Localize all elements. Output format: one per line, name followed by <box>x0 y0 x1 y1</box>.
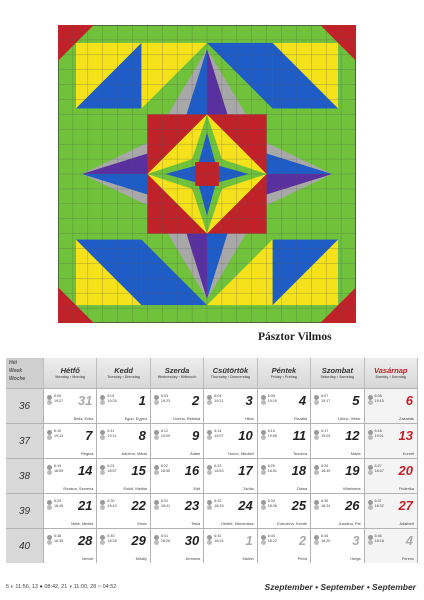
sunset-time: 19:17 <box>321 399 331 403</box>
name-day: Kornél <box>402 451 414 456</box>
sunset-time: 18:41 <box>160 504 171 508</box>
day-number: 24 <box>238 498 253 513</box>
sunset-time: 18:30 <box>54 539 64 543</box>
sunset-time: 18:22 <box>267 539 277 543</box>
mandala-drawing <box>58 25 356 323</box>
sunset-time: 18:49 <box>321 469 331 473</box>
name-day: Eufrozina, Kende <box>277 521 308 526</box>
week-number: 38 <box>6 458 44 493</box>
sunrise-time: 6:38 <box>54 534 62 538</box>
week-row <box>6 528 418 563</box>
sunset-icon <box>100 400 105 405</box>
name-day: Hunor, Nikolett <box>228 451 254 456</box>
day-cell[interactable] <box>311 423 364 458</box>
name-day: Edit <box>193 486 201 491</box>
day-number: 7 <box>85 428 93 443</box>
sunset-icon <box>207 540 212 545</box>
sunrise-time: 6:30 <box>107 499 115 503</box>
day-number: 10 <box>238 428 253 443</box>
day-cell[interactable] <box>151 528 204 563</box>
day-number: 4 <box>405 533 413 548</box>
sunset-icon <box>314 470 319 475</box>
week-label-de: Woche <box>9 376 26 382</box>
name-day: Malvin <box>242 556 254 561</box>
sunset-icon <box>368 400 373 405</box>
name-day: Zsófia <box>243 486 254 491</box>
calendar-grid <box>6 358 418 563</box>
week-number: 37 <box>6 423 44 458</box>
day-number: 22 <box>131 498 146 513</box>
sunset-time: 18:34 <box>321 504 331 508</box>
day-number: 1 <box>245 533 253 548</box>
sunrise-time: 6:17 <box>321 429 329 433</box>
day-number: 15 <box>131 463 146 478</box>
day-cell[interactable] <box>44 458 97 493</box>
sunset-icon <box>207 435 212 440</box>
sunset-time: 19:23 <box>160 399 171 403</box>
day-number: 27 <box>398 498 413 513</box>
day-number: 17 <box>238 463 253 478</box>
sunset-icon <box>154 505 159 510</box>
sunset-icon <box>100 540 105 545</box>
sunset-time: 18:24 <box>214 539 224 543</box>
day-cell[interactable] <box>151 423 204 458</box>
sunset-time: 19:11 <box>107 434 117 438</box>
name-day: Jusztina, Pál <box>338 521 361 526</box>
day-header-tuesday: Kedd Tuesday • Dienstag <box>97 358 150 388</box>
sunset-time: 18:28 <box>107 539 117 543</box>
name-day: Hilda <box>244 416 254 421</box>
sunset-icon <box>207 400 212 405</box>
name-day: Móric <box>137 521 147 526</box>
sunset-icon <box>314 435 319 440</box>
sunset-time: 19:03 <box>321 434 331 438</box>
day-number: 20 <box>398 463 413 478</box>
day-cell[interactable] <box>44 528 97 563</box>
sunset-icon <box>207 505 212 510</box>
day-cell[interactable] <box>258 493 311 528</box>
sunset-time: 18:53 <box>214 469 224 473</box>
day-cell[interactable] <box>44 493 97 528</box>
sunrise-time: 6:18 <box>374 429 382 433</box>
day-cell[interactable] <box>365 458 418 493</box>
day-number: 5 <box>352 393 360 408</box>
name-day: Egon, Egyed <box>124 416 147 421</box>
sunrise-time: 6:15 <box>267 429 275 433</box>
sunset-icon <box>368 540 373 545</box>
day-cell[interactable] <box>365 493 418 528</box>
day-cell[interactable] <box>97 493 150 528</box>
day-number: 25 <box>291 498 307 513</box>
sunset-icon <box>368 435 373 440</box>
week-number: 40 <box>6 528 44 563</box>
sunset-icon <box>47 505 52 510</box>
day-cell[interactable] <box>204 388 257 423</box>
day-cell[interactable] <box>97 458 150 493</box>
day-cell[interactable] <box>151 388 204 423</box>
week-number: 39 <box>6 493 44 528</box>
day-header-sunday: Vasárnap Sunday • Sonntag <box>365 358 418 388</box>
day-cell[interactable] <box>311 528 364 563</box>
sunrise-time: 6:10 <box>54 429 62 433</box>
name-day: Vencel <box>81 556 94 561</box>
sunset-time: 19:27 <box>54 399 64 403</box>
sunset-icon <box>154 435 159 440</box>
sunset-icon <box>100 505 105 510</box>
sunrise-time: 6:46 <box>374 534 382 538</box>
name-day: Helga <box>350 556 361 561</box>
sunrise-time: 6:14 <box>214 429 222 433</box>
name-day: Roxána, Szeréna <box>63 486 94 491</box>
sunset-time: 19:13 <box>54 434 64 438</box>
sunrise-time: 6:33 <box>214 499 222 503</box>
day-number: 3 <box>245 393 253 408</box>
day-header-saturday: Szombat Saturday • Samstag <box>311 358 364 388</box>
sunrise-time: 6:19 <box>54 464 62 468</box>
sunrise-time: 6:01 <box>107 394 115 398</box>
name-day: Mária <box>350 451 361 456</box>
sunrise-time: 6:36 <box>321 499 329 503</box>
day-cell[interactable] <box>365 423 418 458</box>
sunrise-time: 6:08 <box>374 394 382 398</box>
sunrise-time: 6:37 <box>374 499 382 503</box>
sunrise-time: 6:45 <box>321 534 329 538</box>
sunrise-time: 6:22 <box>160 464 169 468</box>
sunset-icon <box>47 540 52 545</box>
sunrise-time: 6:12 <box>160 429 169 433</box>
name-day: Mihály <box>135 556 147 561</box>
day-cell[interactable] <box>258 388 311 423</box>
sunset-icon <box>47 470 52 475</box>
day-number: 21 <box>77 498 93 513</box>
day-number: 3 <box>352 533 360 548</box>
name-day: Gellért, Mercédesz <box>221 521 254 526</box>
day-number: 16 <box>184 463 200 478</box>
sunset-icon <box>261 505 266 510</box>
sunset-time: 19:21 <box>214 399 224 403</box>
day-number: 6 <box>405 393 413 408</box>
name-day: Máté, Mirella <box>71 521 94 526</box>
week-label-hu: Hét <box>9 360 18 366</box>
sunrise-time: 6:41 <box>160 534 169 538</box>
sunset-icon <box>261 540 266 545</box>
sunrise-time: 6:06 <box>267 394 275 398</box>
day-number: 1 <box>138 393 146 408</box>
day-header-monday: Hétfő Monday • Montag <box>44 358 97 388</box>
name-day: Lőrinc, Viktor <box>337 416 361 421</box>
day-cell[interactable] <box>97 423 150 458</box>
sunrise-time: 6:42 <box>214 534 222 538</box>
sunrise-time: 6:00 <box>54 394 62 398</box>
sunset-icon <box>314 505 319 510</box>
sunset-time: 18:39 <box>214 504 224 508</box>
sunset-time: 18:55 <box>160 469 171 473</box>
sunset-icon <box>314 400 319 405</box>
sunset-time: 19:01 <box>374 434 384 438</box>
sunrise-time: 6:31 <box>160 499 169 503</box>
sunset-icon <box>368 505 373 510</box>
sunset-time: 18:32 <box>374 504 384 508</box>
day-cell[interactable] <box>204 423 257 458</box>
sunrise-time: 6:26 <box>321 464 329 468</box>
calendar-footer <box>6 582 418 594</box>
name-day: Adrienn, Mária <box>121 451 147 456</box>
sunset-time: 18:59 <box>54 469 64 473</box>
name-day: Tekla <box>191 521 201 526</box>
sunrise-time: 6:34 <box>267 499 275 503</box>
day-number: 8 <box>138 428 146 443</box>
name-day: Dorina, Rebeka <box>173 416 201 421</box>
name-day: Vilhelmina <box>342 486 361 491</box>
sunrise-time: 6:40 <box>107 534 115 538</box>
sunset-time: 19:19 <box>267 399 277 403</box>
day-number: 26 <box>345 498 360 513</box>
day-number: 14 <box>77 463 93 478</box>
sunrise-time: 6:27 <box>374 464 382 468</box>
sunset-time: 19:25 <box>107 399 117 403</box>
day-number: 2 <box>298 533 307 548</box>
day-number: 23 <box>184 498 200 513</box>
week-row <box>6 388 418 423</box>
day-cell[interactable] <box>97 528 150 563</box>
day-cell[interactable] <box>151 458 204 493</box>
name-day: Rozália <box>294 416 308 421</box>
day-number: 29 <box>131 533 146 548</box>
day-number: 18 <box>291 463 307 478</box>
sunset-time: 19:09 <box>160 434 171 438</box>
day-number: 28 <box>77 533 93 548</box>
artist-name: Pásztor Vilmos <box>258 331 332 343</box>
moon-phases: 5 ◐ 11:56, 13 ● 08:42, 21 ◑ 11:00, 28 ○ 04:52 <box>6 584 117 590</box>
day-cell[interactable] <box>204 493 257 528</box>
sunrise-time: 6:44 <box>267 534 275 538</box>
day-header-thursday: Csütörtök Thursday • Donnerstag <box>204 358 257 388</box>
name-day: Bella, Erika <box>73 416 94 421</box>
day-number: 31 <box>77 393 93 408</box>
week-row <box>6 493 418 528</box>
day-cell[interactable] <box>258 423 311 458</box>
sunset-icon <box>154 400 159 405</box>
day-number: 12 <box>345 428 360 443</box>
name-day: Ferenc <box>401 556 414 561</box>
sunset-icon <box>154 470 159 475</box>
day-cell[interactable] <box>365 528 418 563</box>
sunset-time: 19:05 <box>267 434 277 438</box>
sunset-icon <box>314 540 319 545</box>
sunset-time: 18:43 <box>107 504 117 508</box>
sunset-icon <box>154 540 159 545</box>
day-cell[interactable] <box>151 493 204 528</box>
sunset-icon <box>100 435 105 440</box>
sunset-icon <box>261 470 266 475</box>
day-number: 9 <box>192 428 200 443</box>
sunset-time: 19:07 <box>214 434 224 438</box>
sunset-time: 18:51 <box>267 469 277 473</box>
day-cell[interactable] <box>311 493 364 528</box>
day-number: 4 <box>298 393 307 408</box>
sunset-time: 18:18 <box>374 539 384 543</box>
day-number: 30 <box>184 533 200 548</box>
sunset-icon <box>100 470 105 475</box>
day-number: 2 <box>192 393 200 408</box>
day-cell[interactable] <box>204 528 257 563</box>
name-day: Ádám <box>190 451 201 456</box>
day-cell[interactable] <box>258 528 311 563</box>
day-header-wednesday: Szerda Wednesday • Mittwoch <box>151 358 204 388</box>
day-cell[interactable] <box>365 388 418 423</box>
day-cell[interactable] <box>311 388 364 423</box>
week-row <box>6 458 418 493</box>
sunset-time: 18:57 <box>107 469 117 473</box>
month-title: Szeptember • September • September <box>264 582 416 592</box>
day-cell[interactable] <box>44 423 97 458</box>
sunrise-time: 6:25 <box>267 464 275 468</box>
sunset-icon <box>47 435 52 440</box>
sunset-time: 18:36 <box>267 504 277 508</box>
sunset-time: 18:45 <box>54 504 64 508</box>
name-day: Teodóra <box>293 451 308 456</box>
day-cell[interactable] <box>311 458 364 493</box>
name-day: Jeromos <box>185 556 201 561</box>
sunrise-time: 6:03 <box>160 394 169 398</box>
week-label-en: Week <box>9 368 22 374</box>
day-number: 13 <box>398 428 413 443</box>
day-header-friday: Péntek Friday • Freitag <box>258 358 311 388</box>
sunrise-time: 6:23 <box>214 464 222 468</box>
sunrise-time: 6:29 <box>54 499 62 503</box>
name-day: Friderika <box>398 486 414 491</box>
sunrise-time: 6:21 <box>107 464 115 468</box>
name-day: Petra <box>297 556 308 561</box>
sunset-icon <box>261 400 266 405</box>
sunrise-time: 6:07 <box>321 394 329 398</box>
name-day: Enikő, Melitta <box>123 486 147 491</box>
calendar-header-row <box>6 358 418 388</box>
day-cell[interactable] <box>44 388 97 423</box>
sunset-time: 18:47 <box>374 469 384 473</box>
sunset-time: 19:15 <box>374 399 384 403</box>
sunrise-time: 6:04 <box>214 394 222 398</box>
name-day: Regina <box>81 451 94 456</box>
week-number: 36 <box>6 388 44 423</box>
sunset-time: 18:26 <box>160 539 171 543</box>
name-day: Diána <box>296 486 308 491</box>
day-cell[interactable] <box>204 458 257 493</box>
day-cell[interactable] <box>97 388 150 423</box>
calendar-weeks <box>6 388 418 563</box>
sunset-icon <box>207 470 212 475</box>
mandala-artwork <box>58 25 356 323</box>
name-day: Zakariás <box>399 416 414 421</box>
week-column-header <box>6 358 44 388</box>
day-number: 11 <box>292 428 307 443</box>
calendar-table <box>6 358 418 563</box>
name-day: Adalbert <box>399 521 414 526</box>
sunrise-time: 6:11 <box>107 429 115 433</box>
week-row <box>6 423 418 458</box>
sunset-icon <box>261 435 266 440</box>
day-number: 19 <box>345 463 360 478</box>
day-cell[interactable] <box>258 458 311 493</box>
sunset-icon <box>47 400 52 405</box>
sunset-icon <box>368 470 373 475</box>
sunset-time: 18:20 <box>321 539 331 543</box>
